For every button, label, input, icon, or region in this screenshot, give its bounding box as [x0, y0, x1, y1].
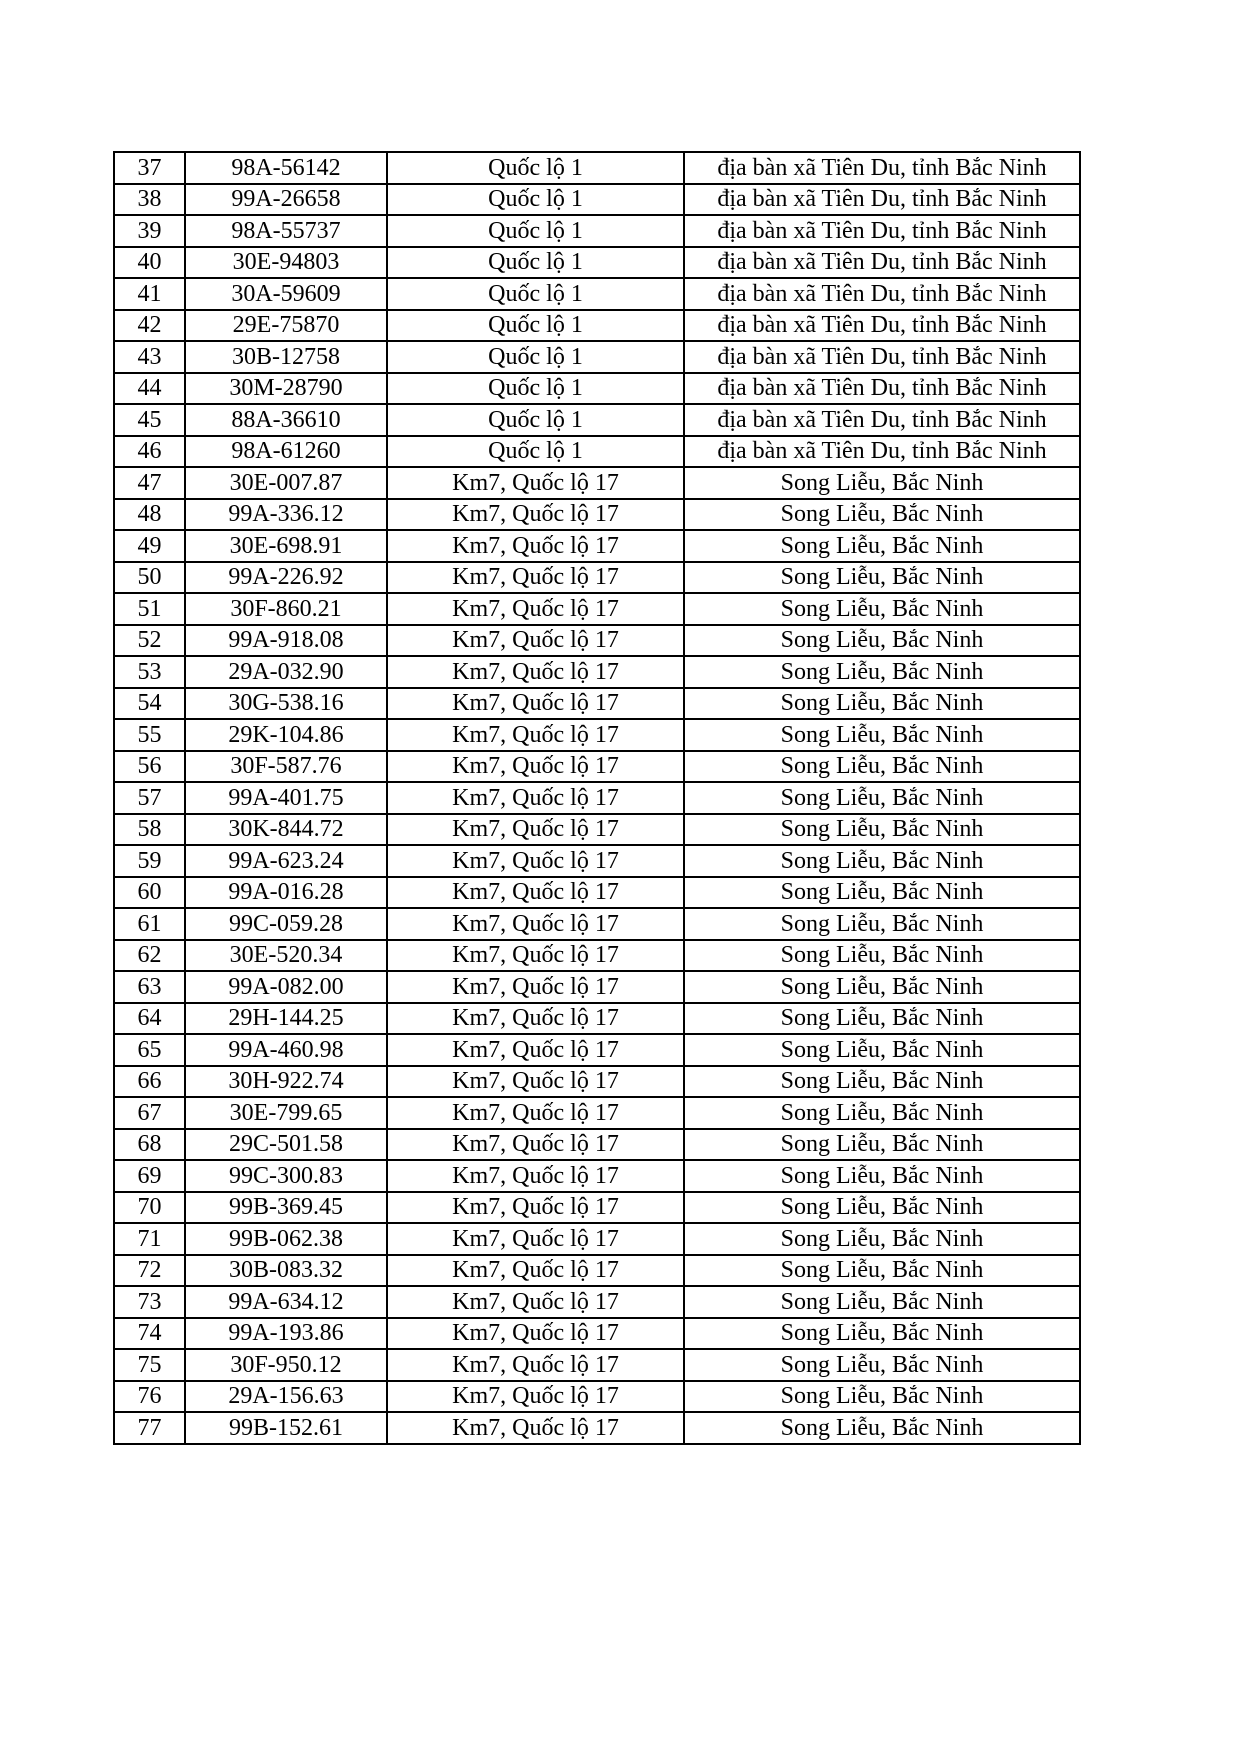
cell-route: Km7, Quốc lộ 17	[387, 719, 684, 751]
cell-plate-number: 30B-083.32	[185, 1255, 387, 1287]
cell-stt: 75	[114, 1349, 185, 1381]
cell-stt: 64	[114, 1003, 185, 1035]
table-row	[114, 940, 1080, 972]
cell-route: Km7, Quốc lộ 17	[387, 1003, 684, 1035]
cell-stt: 59	[114, 845, 185, 877]
cell-plate-number: 30M-28790	[185, 373, 387, 405]
table-row	[114, 1318, 1080, 1350]
cell-route: Km7, Quốc lộ 17	[387, 1255, 684, 1287]
cell-stt: 68	[114, 1129, 185, 1161]
cell-location: Song Liễu, Bắc Ninh	[684, 1286, 1080, 1318]
table-row	[114, 782, 1080, 814]
cell-route: Km7, Quốc lộ 17	[387, 1160, 684, 1192]
cell-route: Km7, Quốc lộ 17	[387, 1066, 684, 1098]
cell-stt: 57	[114, 782, 185, 814]
cell-plate-number: 29C-501.58	[185, 1129, 387, 1161]
table-row	[114, 1034, 1080, 1066]
cell-route: Km7, Quốc lộ 17	[387, 625, 684, 657]
cell-stt: 77	[114, 1412, 185, 1444]
cell-plate-number: 30E-799.65	[185, 1097, 387, 1129]
table-row	[114, 1381, 1080, 1413]
table-row	[114, 499, 1080, 531]
cell-location: Song Liễu, Bắc Ninh	[684, 1066, 1080, 1098]
cell-location: Song Liễu, Bắc Ninh	[684, 971, 1080, 1003]
cell-plate-number: 30F-950.12	[185, 1349, 387, 1381]
cell-stt: 51	[114, 593, 185, 625]
cell-location: địa bàn xã Tiên Du, tỉnh Bắc Ninh	[684, 404, 1080, 436]
cell-route: Km7, Quốc lộ 17	[387, 908, 684, 940]
cell-stt: 76	[114, 1381, 185, 1413]
cell-stt: 46	[114, 436, 185, 468]
cell-location: Song Liễu, Bắc Ninh	[684, 751, 1080, 783]
cell-stt: 66	[114, 1066, 185, 1098]
cell-plate-number: 29A-156.63	[185, 1381, 387, 1413]
cell-location: Song Liễu, Bắc Ninh	[684, 1192, 1080, 1224]
table-row	[114, 1255, 1080, 1287]
cell-stt: 49	[114, 530, 185, 562]
cell-plate-number: 99A-623.24	[185, 845, 387, 877]
cell-location: Song Liễu, Bắc Ninh	[684, 1318, 1080, 1350]
cell-stt: 39	[114, 215, 185, 247]
cell-route: Quốc lộ 1	[387, 278, 684, 310]
cell-plate-number: 99A-918.08	[185, 625, 387, 657]
table-row	[114, 1066, 1080, 1098]
cell-route: Quốc lộ 1	[387, 152, 684, 184]
table-body	[114, 152, 1080, 1444]
cell-plate-number: 30A-59609	[185, 278, 387, 310]
cell-stt: 63	[114, 971, 185, 1003]
cell-location: Song Liễu, Bắc Ninh	[684, 1381, 1080, 1413]
cell-route: Km7, Quốc lộ 17	[387, 1412, 684, 1444]
table-row	[114, 656, 1080, 688]
table-row	[114, 593, 1080, 625]
cell-stt: 52	[114, 625, 185, 657]
cell-location: Song Liễu, Bắc Ninh	[684, 940, 1080, 972]
cell-location: Song Liễu, Bắc Ninh	[684, 467, 1080, 499]
cell-plate-number: 30H-922.74	[185, 1066, 387, 1098]
cell-stt: 74	[114, 1318, 185, 1350]
cell-route: Km7, Quốc lộ 17	[387, 530, 684, 562]
cell-location: Song Liễu, Bắc Ninh	[684, 908, 1080, 940]
cell-route: Km7, Quốc lộ 17	[387, 593, 684, 625]
cell-plate-number: 99C-300.83	[185, 1160, 387, 1192]
cell-plate-number: 99B-369.45	[185, 1192, 387, 1224]
cell-route: Km7, Quốc lộ 17	[387, 1129, 684, 1161]
cell-location: địa bàn xã Tiên Du, tỉnh Bắc Ninh	[684, 247, 1080, 279]
cell-route: Km7, Quốc lộ 17	[387, 1349, 684, 1381]
cell-route: Km7, Quốc lộ 17	[387, 1034, 684, 1066]
cell-plate-number: 30E-520.34	[185, 940, 387, 972]
table-row	[114, 436, 1080, 468]
cell-route: Km7, Quốc lộ 17	[387, 751, 684, 783]
cell-location: địa bàn xã Tiên Du, tỉnh Bắc Ninh	[684, 310, 1080, 342]
cell-stt: 56	[114, 751, 185, 783]
cell-route: Km7, Quốc lộ 17	[387, 1097, 684, 1129]
cell-stt: 43	[114, 341, 185, 373]
cell-plate-number: 99A-460.98	[185, 1034, 387, 1066]
cell-route: Quốc lộ 1	[387, 341, 684, 373]
table-row	[114, 1412, 1080, 1444]
table-row	[114, 1192, 1080, 1224]
table-row	[114, 341, 1080, 373]
cell-route: Quốc lộ 1	[387, 184, 684, 216]
table-row	[114, 845, 1080, 877]
cell-stt: 50	[114, 562, 185, 594]
cell-stt: 71	[114, 1223, 185, 1255]
table-row	[114, 278, 1080, 310]
cell-route: Km7, Quốc lộ 17	[387, 1192, 684, 1224]
cell-route: Km7, Quốc lộ 17	[387, 499, 684, 531]
cell-location: Song Liễu, Bắc Ninh	[684, 1223, 1080, 1255]
cell-stt: 61	[114, 908, 185, 940]
cell-location: Song Liễu, Bắc Ninh	[684, 530, 1080, 562]
cell-location: Song Liễu, Bắc Ninh	[684, 814, 1080, 846]
cell-location: Song Liễu, Bắc Ninh	[684, 1255, 1080, 1287]
cell-route: Quốc lộ 1	[387, 373, 684, 405]
table-row	[114, 1286, 1080, 1318]
cell-plate-number: 99B-062.38	[185, 1223, 387, 1255]
table-row	[114, 908, 1080, 940]
table-row	[114, 1223, 1080, 1255]
cell-route: Km7, Quốc lộ 17	[387, 1318, 684, 1350]
table-row	[114, 1349, 1080, 1381]
table-row	[114, 404, 1080, 436]
cell-location: Song Liễu, Bắc Ninh	[684, 688, 1080, 720]
table-row	[114, 751, 1080, 783]
cell-stt: 73	[114, 1286, 185, 1318]
cell-plate-number: 29K-104.86	[185, 719, 387, 751]
table-row	[114, 215, 1080, 247]
cell-plate-number: 30B-12758	[185, 341, 387, 373]
cell-location: Song Liễu, Bắc Ninh	[684, 1129, 1080, 1161]
cell-route: Km7, Quốc lộ 17	[387, 1286, 684, 1318]
table-row	[114, 562, 1080, 594]
cell-stt: 67	[114, 1097, 185, 1129]
cell-plate-number: 99A-193.86	[185, 1318, 387, 1350]
cell-stt: 53	[114, 656, 185, 688]
cell-route: Km7, Quốc lộ 17	[387, 814, 684, 846]
table-row	[114, 152, 1080, 184]
cell-stt: 48	[114, 499, 185, 531]
cell-plate-number: 99A-401.75	[185, 782, 387, 814]
cell-route: Km7, Quốc lộ 17	[387, 1223, 684, 1255]
table-row	[114, 1129, 1080, 1161]
cell-location: địa bàn xã Tiên Du, tỉnh Bắc Ninh	[684, 278, 1080, 310]
cell-location: Song Liễu, Bắc Ninh	[684, 845, 1080, 877]
cell-plate-number: 98A-55737	[185, 215, 387, 247]
cell-stt: 58	[114, 814, 185, 846]
cell-route: Km7, Quốc lộ 17	[387, 688, 684, 720]
cell-stt: 42	[114, 310, 185, 342]
cell-stt: 69	[114, 1160, 185, 1192]
cell-plate-number: 30E-94803	[185, 247, 387, 279]
cell-plate-number: 99A-226.92	[185, 562, 387, 594]
table-row	[114, 310, 1080, 342]
cell-location: Song Liễu, Bắc Ninh	[684, 1034, 1080, 1066]
cell-location: địa bàn xã Tiên Du, tỉnh Bắc Ninh	[684, 341, 1080, 373]
cell-location: Song Liễu, Bắc Ninh	[684, 782, 1080, 814]
cell-location: địa bàn xã Tiên Du, tỉnh Bắc Ninh	[684, 373, 1080, 405]
cell-plate-number: 30E-698.91	[185, 530, 387, 562]
cell-location: Song Liễu, Bắc Ninh	[684, 499, 1080, 531]
cell-stt: 72	[114, 1255, 185, 1287]
cell-location: Song Liễu, Bắc Ninh	[684, 656, 1080, 688]
cell-plate-number: 99A-016.28	[185, 877, 387, 909]
cell-plate-number: 30F-587.76	[185, 751, 387, 783]
cell-plate-number: 30F-860.21	[185, 593, 387, 625]
cell-route: Km7, Quốc lộ 17	[387, 656, 684, 688]
cell-stt: 62	[114, 940, 185, 972]
cell-plate-number: 30K-844.72	[185, 814, 387, 846]
cell-location: Song Liễu, Bắc Ninh	[684, 562, 1080, 594]
cell-location: Song Liễu, Bắc Ninh	[684, 877, 1080, 909]
cell-stt: 60	[114, 877, 185, 909]
cell-stt: 44	[114, 373, 185, 405]
table-row	[114, 1097, 1080, 1129]
cell-stt: 45	[114, 404, 185, 436]
cell-location: Song Liễu, Bắc Ninh	[684, 1349, 1080, 1381]
cell-location: địa bàn xã Tiên Du, tỉnh Bắc Ninh	[684, 436, 1080, 468]
cell-plate-number: 99A-26658	[185, 184, 387, 216]
table-row	[114, 373, 1080, 405]
table-row	[114, 971, 1080, 1003]
cell-route: Km7, Quốc lộ 17	[387, 467, 684, 499]
cell-location: Song Liễu, Bắc Ninh	[684, 593, 1080, 625]
cell-stt: 38	[114, 184, 185, 216]
table-row	[114, 467, 1080, 499]
cell-stt: 47	[114, 467, 185, 499]
cell-plate-number: 88A-36610	[185, 404, 387, 436]
violation-table	[113, 151, 1081, 1445]
cell-route: Km7, Quốc lộ 17	[387, 845, 684, 877]
cell-stt: 37	[114, 152, 185, 184]
cell-route: Quốc lộ 1	[387, 436, 684, 468]
cell-plate-number: 29A-032.90	[185, 656, 387, 688]
cell-stt: 65	[114, 1034, 185, 1066]
cell-plate-number: 99A-634.12	[185, 1286, 387, 1318]
cell-location: Song Liễu, Bắc Ninh	[684, 1003, 1080, 1035]
cell-route: Km7, Quốc lộ 17	[387, 940, 684, 972]
cell-plate-number: 99C-059.28	[185, 908, 387, 940]
cell-route: Km7, Quốc lộ 17	[387, 562, 684, 594]
cell-location: Song Liễu, Bắc Ninh	[684, 719, 1080, 751]
cell-route: Km7, Quốc lộ 17	[387, 782, 684, 814]
table-row	[114, 1160, 1080, 1192]
cell-plate-number: 29H-144.25	[185, 1003, 387, 1035]
cell-route: Quốc lộ 1	[387, 215, 684, 247]
cell-route: Quốc lộ 1	[387, 404, 684, 436]
cell-plate-number: 99A-082.00	[185, 971, 387, 1003]
cell-plate-number: 30E-007.87	[185, 467, 387, 499]
table-row	[114, 625, 1080, 657]
table-row	[114, 719, 1080, 751]
cell-route: Quốc lộ 1	[387, 247, 684, 279]
table-row	[114, 814, 1080, 846]
cell-plate-number: 29E-75870	[185, 310, 387, 342]
cell-stt: 55	[114, 719, 185, 751]
cell-location: Song Liễu, Bắc Ninh	[684, 1097, 1080, 1129]
cell-plate-number: 98A-61260	[185, 436, 387, 468]
cell-stt: 40	[114, 247, 185, 279]
cell-route: Quốc lộ 1	[387, 310, 684, 342]
cell-stt: 70	[114, 1192, 185, 1224]
cell-location: Song Liễu, Bắc Ninh	[684, 625, 1080, 657]
cell-location: Song Liễu, Bắc Ninh	[684, 1160, 1080, 1192]
cell-stt: 41	[114, 278, 185, 310]
table-row	[114, 688, 1080, 720]
cell-plate-number: 99A-336.12	[185, 499, 387, 531]
cell-plate-number: 99B-152.61	[185, 1412, 387, 1444]
table-row	[114, 184, 1080, 216]
cell-location: địa bàn xã Tiên Du, tỉnh Bắc Ninh	[684, 215, 1080, 247]
cell-stt: 54	[114, 688, 185, 720]
cell-location: địa bàn xã Tiên Du, tỉnh Bắc Ninh	[684, 184, 1080, 216]
table-row	[114, 1003, 1080, 1035]
cell-route: Km7, Quốc lộ 17	[387, 971, 684, 1003]
table-row	[114, 247, 1080, 279]
table-row	[114, 877, 1080, 909]
cell-location: Song Liễu, Bắc Ninh	[684, 1412, 1080, 1444]
cell-route: Km7, Quốc lộ 17	[387, 1381, 684, 1413]
cell-plate-number: 30G-538.16	[185, 688, 387, 720]
cell-plate-number: 98A-56142	[185, 152, 387, 184]
cell-route: Km7, Quốc lộ 17	[387, 877, 684, 909]
cell-location: địa bàn xã Tiên Du, tỉnh Bắc Ninh	[684, 152, 1080, 184]
table-row	[114, 530, 1080, 562]
